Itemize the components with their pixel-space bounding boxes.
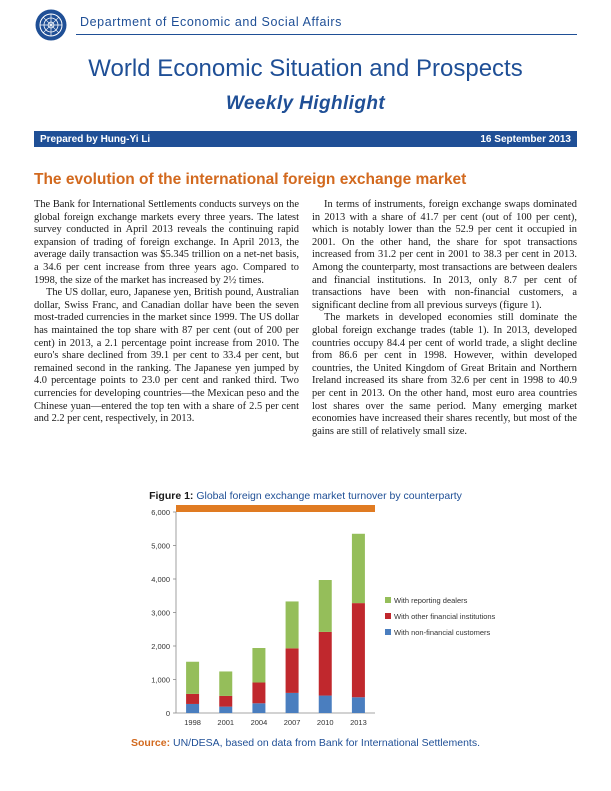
figure-caption xyxy=(0,490,611,502)
publication-title: World Economic Situation and Prospects xyxy=(88,55,523,82)
x-tick-label: 1998 xyxy=(184,718,201,727)
bar-segment xyxy=(252,683,265,704)
y-tick-label: 6,000 xyxy=(151,508,170,517)
figure-source xyxy=(0,737,611,749)
bar-segment xyxy=(352,603,365,697)
bar-segment xyxy=(286,648,299,693)
legend-swatch xyxy=(385,629,391,635)
y-tick-label: 1,000 xyxy=(151,675,170,685)
bar-segment xyxy=(319,580,332,632)
y-tick-label: 4,000 xyxy=(151,575,170,584)
y-tick-label: 3,000 xyxy=(151,608,170,618)
legend-label: With reporting dealers xyxy=(394,596,468,605)
bar-segment xyxy=(319,632,332,696)
bar-segment xyxy=(219,696,232,707)
bar-segment xyxy=(352,697,365,713)
bar-segment xyxy=(186,704,199,713)
right-column xyxy=(312,199,577,438)
publication-subtitle: Weekly Highlight xyxy=(225,93,386,114)
bar-segment xyxy=(186,694,199,704)
x-tick-label: 2013 xyxy=(350,718,367,727)
figure-caption-text: Global foreign exchange market turnover by counterparty xyxy=(196,490,462,502)
paragraph: The US dollar, euro, Japanese yen, British pound, Australian dollar, Swiss Franc, and Canadian dollar have been the seven most-traded currencies in the market since 1999. The US dollar has maintained the top share with 87 per cent (out of 200 per cent) in 2013, a 2.1 percentage point increase from 2010. The euro's share declined from 39.1 per cent to 33.4 per cent, but remained second in the ranking. The Japanese yen jumped by 4.0 percentage points to 23.0 per cent and ranked third. Two currencies for developing countries—the Mexican peso and the Chinese yuan—entered the top ten with a share of 2.5 per cent and 2.2 per cent, respectively, in 2013. xyxy=(34,287,299,425)
bar-segment xyxy=(252,703,265,713)
un-emblem-icon xyxy=(34,8,68,42)
paragraph: The Bank for International Settlements conducts surveys on the global foreign exchange markets every three years. The latest survey conducted in April 2013 reveals the continuing rapid expansion of trading of foreign exchange. In April 2013, the average daily transaction was $5.345 trillion on a net-net basis, a 34.6 per cent increase from three years ago. Compared to 1998, the size of the market has increased by 2½ times. xyxy=(34,199,299,286)
bar-segment xyxy=(252,648,265,683)
bar-segment xyxy=(286,601,299,648)
bar-segment xyxy=(186,662,199,694)
bar-segment xyxy=(319,696,332,713)
chart-header-band xyxy=(176,505,375,512)
left-column xyxy=(34,199,299,426)
legend-label: With non-financial customers xyxy=(394,628,491,637)
article-title: The evolution of the international foreign exchange market xyxy=(34,171,467,188)
publication-date: 16 September 2013 xyxy=(480,133,571,145)
x-tick-label: 2010 xyxy=(316,718,334,727)
bar-segment xyxy=(352,534,365,603)
department-name: Department of Economic and Social Affairs xyxy=(80,15,342,29)
bar-segment xyxy=(286,693,299,713)
paragraph: In terms of instruments, foreign exchange swaps dominated in 2013 with a share of 41.7 per cent (out of 100 per cent), which is notably lower than the 52.9 per cent it occupied in 2001. On the other hand, the share for spot transactions increased from 31.2 per cent in 2001 to 38.3 per cent in 2013. Among the counterparty, most transactions are between dealers and financial institutions. In 2013, only 8.7 per cent of transactions have been with non-financial customers, a significant decline from all previous surveys (figure 1). xyxy=(312,199,577,311)
y-tick-label: 5,000 xyxy=(151,541,170,551)
author-date-bar xyxy=(34,131,577,147)
figure-label: Figure 1: xyxy=(149,490,194,502)
y-tick-label: 2,000 xyxy=(151,642,170,651)
legend-label: With other financial institutions xyxy=(394,612,496,621)
bar-segment xyxy=(219,671,232,695)
header-divider xyxy=(76,34,577,35)
bar-segment xyxy=(219,707,232,713)
source-label: Source: xyxy=(130,737,171,749)
paragraph: The markets in developed economies still dominate the global foreign exchange trades (table 1). In 2013, developed countries occupy 84.4 per cent of world trade, a slight decline from 86.6 per cent in 1998. However, within developed countries, the United Kingdom of Great Britain and Northern Ireland increased its share from 32.6 per cent in 1998 to 40.9 per cent in 2013. On the other hand, most euro area countries lost shares over the same period. Many emerging market economies have increased their shares recently, but most of the gains are still of relatively small size. xyxy=(312,312,577,437)
turnover-chart xyxy=(120,502,520,732)
legend-swatch xyxy=(385,613,391,619)
legend-swatch xyxy=(385,597,391,603)
author-line: Prepared by Hung-Yi Li xyxy=(40,133,151,145)
x-tick-label: 2004 xyxy=(250,718,268,727)
x-tick-label: 2001 xyxy=(217,718,235,727)
y-tick-label: 0 xyxy=(165,709,170,718)
x-tick-label: 2007 xyxy=(283,718,301,727)
source-text: UN/DESA, based on data from Bank for International Settlements. xyxy=(173,737,480,749)
